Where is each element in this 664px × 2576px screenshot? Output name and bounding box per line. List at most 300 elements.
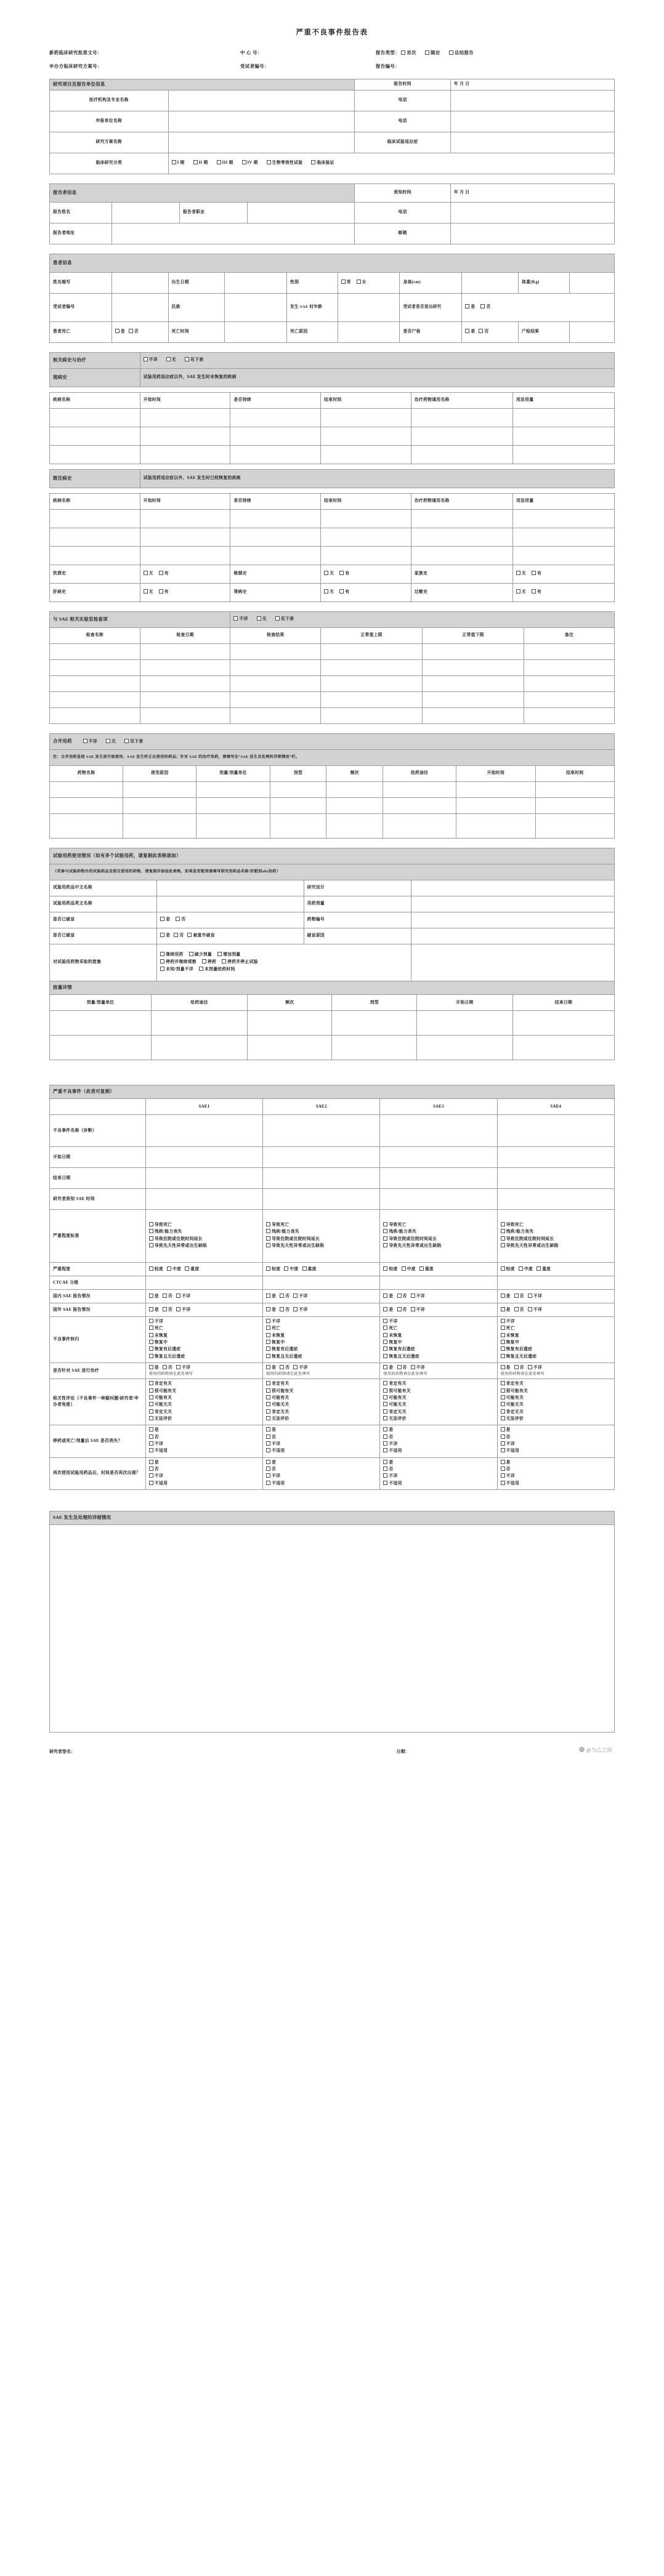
checkbox-icon[interactable]: [159, 571, 163, 575]
crit-congenital-option[interactable]: 导致先天性异常或出生缺陷: [266, 1243, 376, 1249]
checkbox-icon[interactable]: [167, 1266, 171, 1271]
checkbox-icon[interactable]: [411, 1365, 415, 1369]
checkbox-icon[interactable]: [339, 571, 344, 575]
checkbox-icon[interactable]: [149, 1326, 153, 1330]
cell[interactable]: [50, 528, 140, 546]
checkbox-icon[interactable]: [149, 1243, 153, 1247]
unknown-option[interactable]: 不详: [293, 1294, 307, 1300]
cell[interactable]: [123, 781, 196, 797]
causality-notassessable-option[interactable]: 无法评价: [501, 1416, 611, 1422]
causality-unrelated-option[interactable]: 肯定无关: [501, 1409, 611, 1415]
unknown-option[interactable]: 不详: [293, 1307, 307, 1313]
reporter-email-value[interactable]: [451, 223, 615, 244]
dechallenge-yes-option[interactable]: 是: [149, 1427, 259, 1433]
checkbox-icon[interactable]: [516, 571, 520, 575]
checkbox-icon[interactable]: [383, 1388, 387, 1393]
checkbox-icon[interactable]: [266, 1222, 270, 1226]
causality-notassessable-option[interactable]: 无法评价: [149, 1416, 259, 1422]
rechallenge-unknown-option[interactable]: 不详: [149, 1473, 259, 1479]
liver-none-option[interactable]: 无: [144, 589, 153, 595]
checkbox-icon[interactable]: [383, 1346, 387, 1351]
cell[interactable]: [512, 427, 614, 445]
no-option[interactable]: 否: [280, 1294, 289, 1300]
checkbox-icon[interactable]: [266, 1416, 270, 1420]
checkbox-icon[interactable]: [266, 1236, 270, 1241]
dechallenge-unknown-option[interactable]: 不详: [501, 1441, 611, 1447]
sponsor-phone-value[interactable]: [451, 111, 615, 132]
cell[interactable]: [230, 707, 321, 723]
checkbox-icon[interactable]: [266, 1435, 270, 1439]
cell[interactable]: [411, 427, 512, 445]
crit-hospital-option[interactable]: 导致住院或住院时间延长: [501, 1236, 611, 1242]
checkbox-icon[interactable]: [501, 1319, 505, 1323]
withdraw-no-option[interactable]: 否: [480, 304, 490, 310]
rechallenge-unknown-option[interactable]: 不详: [501, 1473, 611, 1479]
rechallenge-na-option[interactable]: 不适用: [266, 1481, 376, 1487]
checkbox-icon[interactable]: [383, 1294, 387, 1298]
checkbox-icon[interactable]: [149, 1460, 153, 1464]
cell[interactable]: [497, 1147, 614, 1168]
checkbox-icon[interactable]: [176, 1307, 180, 1311]
checkbox-icon[interactable]: [257, 616, 261, 621]
detail-textarea[interactable]: [50, 1525, 615, 1733]
dechallenge-na-option[interactable]: 不适用: [266, 1448, 376, 1454]
checkbox-icon[interactable]: [266, 1409, 270, 1414]
cell[interactable]: [230, 643, 321, 659]
cell[interactable]: [535, 813, 614, 838]
causality-notassessable-option[interactable]: 无法评价: [383, 1416, 493, 1422]
checkbox-icon[interactable]: [501, 1307, 505, 1311]
checkbox-icon[interactable]: [383, 1365, 387, 1369]
known-time-value[interactable]: 年 月 日: [451, 183, 615, 202]
cell[interactable]: [321, 546, 411, 565]
cell[interactable]: [535, 781, 614, 797]
checkbox-icon[interactable]: [166, 357, 171, 361]
cell[interactable]: [140, 675, 230, 691]
checkbox-icon[interactable]: [149, 1229, 153, 1233]
rechallenge-unknown-option[interactable]: 不详: [383, 1473, 493, 1479]
cell[interactable]: [423, 643, 524, 659]
checkbox-icon[interactable]: [149, 1427, 153, 1431]
conmed-none-option[interactable]: 无: [106, 739, 116, 745]
report-type-option-followup[interactable]: 随访: [425, 49, 440, 56]
checkbox-icon[interactable]: [501, 1460, 505, 1464]
checkbox-icon[interactable]: [266, 1473, 270, 1478]
checkbox-icon[interactable]: [383, 1402, 387, 1406]
checkbox-icon[interactable]: [514, 1365, 519, 1369]
causality-possible-option[interactable]: 可能有关: [266, 1395, 376, 1401]
cell[interactable]: [123, 813, 196, 838]
checkbox-icon[interactable]: [266, 1381, 270, 1385]
dechallenge-no-option[interactable]: 否: [501, 1435, 611, 1441]
no-option[interactable]: 否: [163, 1294, 172, 1300]
checkbox-icon[interactable]: [149, 1307, 153, 1311]
crit-disability-option[interactable]: 残疾/能力丧失: [383, 1229, 493, 1235]
checkbox-icon[interactable]: [383, 1340, 387, 1344]
checkbox-icon[interactable]: [465, 304, 469, 308]
cell[interactable]: [423, 675, 524, 691]
outcome-recovered-option[interactable]: 恢复且无后遗症: [501, 1354, 611, 1360]
severity-moderate-option[interactable]: 中度: [519, 1266, 533, 1273]
cell[interactable]: [321, 659, 423, 675]
measure-continue-option[interactable]: 继续用药: [160, 952, 183, 958]
cell[interactable]: [524, 691, 615, 707]
cell[interactable]: [196, 813, 270, 838]
dechallenge-unknown-option[interactable]: 不详: [383, 1441, 493, 1447]
checkbox-icon[interactable]: [160, 952, 164, 956]
cell[interactable]: [145, 1276, 262, 1290]
rechallenge-na-option[interactable]: 不适用: [149, 1481, 259, 1487]
cell[interactable]: [263, 1115, 380, 1147]
checkbox-icon[interactable]: [266, 1427, 270, 1431]
bioequivalence-option[interactable]: 生物等效性试验: [267, 160, 303, 166]
checkbox-icon[interactable]: [242, 160, 246, 164]
cell[interactable]: [321, 691, 423, 707]
cell[interactable]: [332, 1036, 417, 1060]
measure-stop-option[interactable]: 停药: [202, 959, 216, 965]
cell[interactable]: [140, 445, 230, 464]
checkbox-icon[interactable]: [149, 1333, 153, 1337]
cell[interactable]: [411, 408, 512, 427]
cell[interactable]: [380, 1168, 497, 1189]
checkbox-icon[interactable]: [106, 739, 110, 743]
yes-option[interactable]: 是: [501, 1294, 511, 1300]
treated-yes-option[interactable]: 是: [266, 1365, 276, 1371]
cell[interactable]: [321, 707, 423, 723]
checkbox-icon[interactable]: [514, 1294, 519, 1298]
cell[interactable]: [535, 797, 614, 813]
crit-congenital-option[interactable]: 导致先天性异常或出生缺陷: [149, 1243, 259, 1249]
checkbox-icon[interactable]: [324, 589, 328, 594]
checkbox-icon[interactable]: [217, 160, 221, 164]
cell[interactable]: [321, 427, 411, 445]
checkbox-icon[interactable]: [149, 1481, 153, 1485]
checkbox-icon[interactable]: [217, 952, 222, 956]
cell[interactable]: [230, 427, 321, 445]
cell[interactable]: [380, 1147, 497, 1168]
cell[interactable]: [321, 528, 411, 546]
cell[interactable]: [145, 1168, 262, 1189]
cell[interactable]: [270, 781, 326, 797]
checkbox-icon[interactable]: [266, 1243, 270, 1247]
report-type-option-first[interactable]: 首次: [401, 49, 416, 56]
checkbox-icon[interactable]: [266, 1441, 270, 1446]
dechallenge-unknown-option[interactable]: 不详: [149, 1441, 259, 1447]
cell[interactable]: [270, 813, 326, 838]
causality-unrelated-option[interactable]: 肯定无关: [266, 1409, 376, 1415]
autopsy-no-option[interactable]: 否: [479, 329, 488, 335]
checkbox-icon[interactable]: [501, 1427, 505, 1431]
checkbox-icon[interactable]: [83, 739, 87, 743]
severity-severe-option[interactable]: 重度: [185, 1266, 199, 1273]
causality-notassessable-option[interactable]: 无法评价: [266, 1416, 376, 1422]
no-option[interactable]: 否: [514, 1307, 524, 1313]
checkbox-icon[interactable]: [383, 1319, 387, 1323]
treated-yes-option[interactable]: 是: [501, 1365, 511, 1371]
checkbox-icon[interactable]: [383, 1416, 387, 1420]
cell[interactable]: [230, 546, 321, 565]
checkbox-icon[interactable]: [185, 1266, 189, 1271]
reporter-name-value[interactable]: [111, 202, 179, 223]
cell[interactable]: [152, 1011, 248, 1036]
drug-en-name-value[interactable]: [157, 896, 304, 912]
allergy-none-option[interactable]: 无: [516, 589, 526, 595]
checkbox-icon[interactable]: [176, 1365, 180, 1369]
unknown-option[interactable]: 不详: [176, 1307, 190, 1313]
cell[interactable]: [321, 408, 411, 427]
conmed-unknown-option[interactable]: 不详: [83, 739, 97, 745]
smoking-none-option[interactable]: 无: [324, 571, 334, 577]
checkbox-icon[interactable]: [267, 160, 271, 164]
checkbox-icon[interactable]: [149, 1222, 153, 1226]
cell[interactable]: [123, 797, 196, 813]
cell[interactable]: [512, 528, 614, 546]
phase-1-option[interactable]: I 期: [172, 160, 185, 166]
crit-congenital-option[interactable]: 导致先天性异常或出生缺陷: [383, 1243, 493, 1249]
checkbox-icon[interactable]: [129, 329, 133, 333]
cell[interactable]: [512, 408, 614, 427]
checkbox-icon[interactable]: [149, 1319, 153, 1323]
outcome-recovering-option[interactable]: 恢复中: [266, 1340, 376, 1346]
kidney-none-option[interactable]: 无: [324, 589, 334, 595]
rechallenge-yes-option[interactable]: 是: [383, 1460, 493, 1466]
checkbox-icon[interactable]: [425, 50, 429, 55]
cell[interactable]: [247, 1036, 332, 1060]
checkbox-icon[interactable]: [501, 1266, 505, 1271]
checkbox-icon[interactable]: [266, 1229, 270, 1233]
cell[interactable]: [321, 445, 411, 464]
checkbox-icon[interactable]: [266, 1460, 270, 1464]
cell[interactable]: [140, 691, 230, 707]
cell[interactable]: [497, 1168, 614, 1189]
death-time-value[interactable]: [225, 321, 287, 342]
outcome-death-option[interactable]: 死亡: [149, 1326, 259, 1332]
checkbox-icon[interactable]: [528, 1294, 532, 1298]
checkbox-icon[interactable]: [149, 1381, 153, 1385]
checkbox-icon[interactable]: [293, 1365, 298, 1369]
rechallenge-yes-option[interactable]: 是: [149, 1460, 259, 1466]
checkbox-icon[interactable]: [149, 1467, 153, 1471]
checkbox-icon[interactable]: [144, 589, 148, 594]
cell[interactable]: [423, 691, 524, 707]
cell[interactable]: [512, 445, 614, 464]
checkbox-icon[interactable]: [501, 1467, 505, 1471]
causality-unlikely-option[interactable]: 可能无关: [266, 1402, 376, 1408]
subject-id-value[interactable]: [111, 293, 168, 321]
cell[interactable]: [50, 445, 140, 464]
checkbox-icon[interactable]: [174, 933, 178, 937]
checkbox-icon[interactable]: [519, 1266, 523, 1271]
unknown-option[interactable]: 不详: [411, 1307, 425, 1313]
treated-unknown-option[interactable]: 不详: [528, 1365, 542, 1371]
crit-death-option[interactable]: 导致死亡: [383, 1222, 493, 1228]
checkbox-icon[interactable]: [172, 160, 176, 164]
checkbox-icon[interactable]: [383, 1236, 387, 1241]
checkbox-icon[interactable]: [324, 571, 328, 575]
checkbox-icon[interactable]: [465, 329, 469, 333]
outcome-recovered-option[interactable]: 恢复且无后遗症: [149, 1354, 259, 1360]
checkbox-icon[interactable]: [383, 1222, 387, 1226]
drug-cn-name-value[interactable]: [157, 880, 304, 896]
cell[interactable]: [50, 797, 123, 813]
checkbox-icon[interactable]: [149, 1395, 153, 1399]
rechallenge-na-option[interactable]: 不适用: [383, 1481, 493, 1487]
checkbox-icon[interactable]: [149, 1266, 153, 1271]
outcome-unknown-option[interactable]: 不详: [501, 1319, 611, 1325]
autopsy-result-value[interactable]: [569, 321, 614, 342]
reporter-address-value[interactable]: [111, 223, 354, 244]
cell[interactable]: [140, 659, 230, 675]
outcome-recovering-option[interactable]: 恢复中: [149, 1340, 259, 1346]
cell[interactable]: [497, 1276, 614, 1290]
checkbox-icon[interactable]: [357, 280, 361, 284]
checkbox-icon[interactable]: [501, 1381, 505, 1385]
cell[interactable]: [263, 1189, 380, 1210]
outcome-sequelae-option[interactable]: 恢复有后遗症: [383, 1346, 493, 1353]
treated-no-option[interactable]: 否: [163, 1365, 172, 1371]
checkbox-icon[interactable]: [341, 280, 346, 284]
conmed-seebelow-option[interactable]: 见下表: [124, 739, 143, 745]
outcome-recovering-option[interactable]: 恢复中: [383, 1340, 493, 1346]
severity-mild-option[interactable]: 轻度: [149, 1266, 163, 1273]
measure-unknown-option[interactable]: 未知/剂量不详: [160, 967, 193, 973]
drinking-none-option[interactable]: 无: [144, 571, 153, 577]
checkbox-icon[interactable]: [383, 1307, 387, 1311]
checkbox-icon[interactable]: [149, 1354, 153, 1358]
crit-hospital-option[interactable]: 导致住院或住院时间延长: [266, 1236, 376, 1242]
unblind-reason-value[interactable]: [411, 928, 614, 944]
dechallenge-no-option[interactable]: 否: [149, 1435, 259, 1441]
cell[interactable]: [423, 659, 524, 675]
checkbox-icon[interactable]: [516, 589, 520, 594]
measure-stop-observe-option[interactable]: 停药并继续观察: [160, 959, 196, 965]
checkbox-icon[interactable]: [284, 1266, 288, 1271]
cell[interactable]: [230, 659, 321, 675]
checkbox-icon[interactable]: [202, 959, 206, 964]
checkbox-icon[interactable]: [266, 1481, 270, 1485]
checkbox-icon[interactable]: [311, 160, 315, 164]
checkbox-icon[interactable]: [501, 1326, 505, 1330]
causality-definite-option[interactable]: 肯定有关: [383, 1381, 493, 1387]
gender-female-option[interactable]: 女: [357, 280, 366, 286]
weight-value[interactable]: [569, 272, 614, 293]
history-unknown-option[interactable]: 不详: [144, 357, 158, 363]
outcome-recovered-option[interactable]: 恢复且无后遗症: [266, 1354, 376, 1360]
checkbox-icon[interactable]: [383, 1326, 387, 1330]
checkbox-icon[interactable]: [176, 1294, 180, 1298]
checkbox-icon[interactable]: [266, 1346, 270, 1351]
severity-mild-option[interactable]: 轻度: [266, 1266, 280, 1273]
drug-code-value[interactable]: [411, 912, 614, 928]
measure-increase-option[interactable]: 增加剂量: [217, 952, 240, 958]
cell[interactable]: [411, 528, 512, 546]
checkbox-icon[interactable]: [401, 50, 405, 55]
outcome-sequelae-option[interactable]: 恢复有后遗症: [501, 1346, 611, 1353]
cell[interactable]: [383, 781, 456, 797]
treated-no-option[interactable]: 否: [280, 1365, 289, 1371]
cell[interactable]: [247, 1011, 332, 1036]
rechallenge-yes-option[interactable]: 是: [266, 1460, 376, 1466]
outcome-death-option[interactable]: 死亡: [383, 1326, 493, 1332]
cell[interactable]: [326, 797, 383, 813]
cell[interactable]: [456, 813, 535, 838]
cell[interactable]: [383, 797, 456, 813]
history-none-option[interactable]: 无: [166, 357, 176, 363]
checkbox-icon[interactable]: [383, 1409, 387, 1414]
checkbox-icon[interactable]: [383, 1229, 387, 1233]
cell[interactable]: [140, 528, 230, 546]
institution-phone-value[interactable]: [451, 90, 615, 111]
checkbox-icon[interactable]: [266, 1365, 270, 1369]
checkbox-icon[interactable]: [149, 1416, 153, 1420]
checkbox-icon[interactable]: [411, 1307, 415, 1311]
treated-yes-option[interactable]: 是: [149, 1365, 159, 1371]
ethnicity-value[interactable]: [225, 293, 287, 321]
sponsor-value[interactable]: [168, 111, 355, 132]
measure-lastdose-option[interactable]: 末剂量给药时间: [199, 967, 235, 973]
causality-definite-option[interactable]: 肯定有关: [149, 1381, 259, 1387]
outcome-notrecovered-option[interactable]: 未恢复: [149, 1333, 259, 1339]
checkbox-icon[interactable]: [397, 1307, 402, 1311]
dechallenge-unknown-option[interactable]: 不详: [266, 1441, 376, 1447]
cell[interactable]: [263, 1147, 380, 1168]
checkbox-icon[interactable]: [266, 1388, 270, 1393]
checkbox-icon[interactable]: [501, 1481, 505, 1485]
checkbox-icon[interactable]: [280, 1307, 284, 1311]
checkbox-icon[interactable]: [233, 616, 238, 621]
cell[interactable]: [140, 509, 230, 528]
crit-death-option[interactable]: 导致死亡: [266, 1222, 376, 1228]
checkbox-icon[interactable]: [163, 1365, 167, 1369]
rechallenge-no-option[interactable]: 否: [149, 1467, 259, 1473]
family-yes-option[interactable]: 有: [532, 571, 541, 577]
treated-unknown-option[interactable]: 不详: [176, 1365, 190, 1371]
cell[interactable]: [497, 1189, 614, 1210]
withdraw-yes-option[interactable]: 是: [465, 304, 475, 310]
causality-unrelated-option[interactable]: 肯定无关: [149, 1409, 259, 1415]
protocol-name-value[interactable]: [168, 132, 355, 153]
cell[interactable]: [50, 1036, 152, 1060]
checkbox-icon[interactable]: [266, 1333, 270, 1337]
cell[interactable]: [140, 546, 230, 565]
causality-possible-option[interactable]: 可能有关: [383, 1395, 493, 1401]
cell[interactable]: [140, 707, 230, 723]
checkbox-icon[interactable]: [149, 1346, 153, 1351]
cell[interactable]: [512, 1011, 614, 1036]
institution-value[interactable]: [168, 90, 355, 111]
cell[interactable]: [524, 659, 615, 675]
clinical-verification-option[interactable]: 临床验证: [311, 160, 334, 166]
cell[interactable]: [417, 1011, 513, 1036]
cell[interactable]: [50, 813, 123, 838]
drinking-yes-option[interactable]: 有: [159, 571, 169, 577]
cell[interactable]: [145, 1115, 262, 1147]
lab-seebelow-option[interactable]: 见下表: [275, 616, 294, 622]
no-option[interactable]: 否: [514, 1294, 524, 1300]
dechallenge-yes-option[interactable]: 是: [383, 1427, 493, 1433]
checkbox-icon[interactable]: [501, 1365, 505, 1369]
checkbox-icon[interactable]: [501, 1448, 505, 1452]
birth-date-value[interactable]: [225, 272, 287, 293]
cell[interactable]: [380, 1276, 497, 1290]
cell[interactable]: [140, 643, 230, 659]
severity-severe-option[interactable]: 重度: [302, 1266, 317, 1273]
cell[interactable]: [321, 509, 411, 528]
treated-unknown-option[interactable]: 不详: [411, 1365, 425, 1371]
checkbox-icon[interactable]: [501, 1395, 505, 1399]
checkbox-icon[interactable]: [280, 1294, 284, 1298]
yes-option[interactable]: 是: [383, 1307, 393, 1313]
